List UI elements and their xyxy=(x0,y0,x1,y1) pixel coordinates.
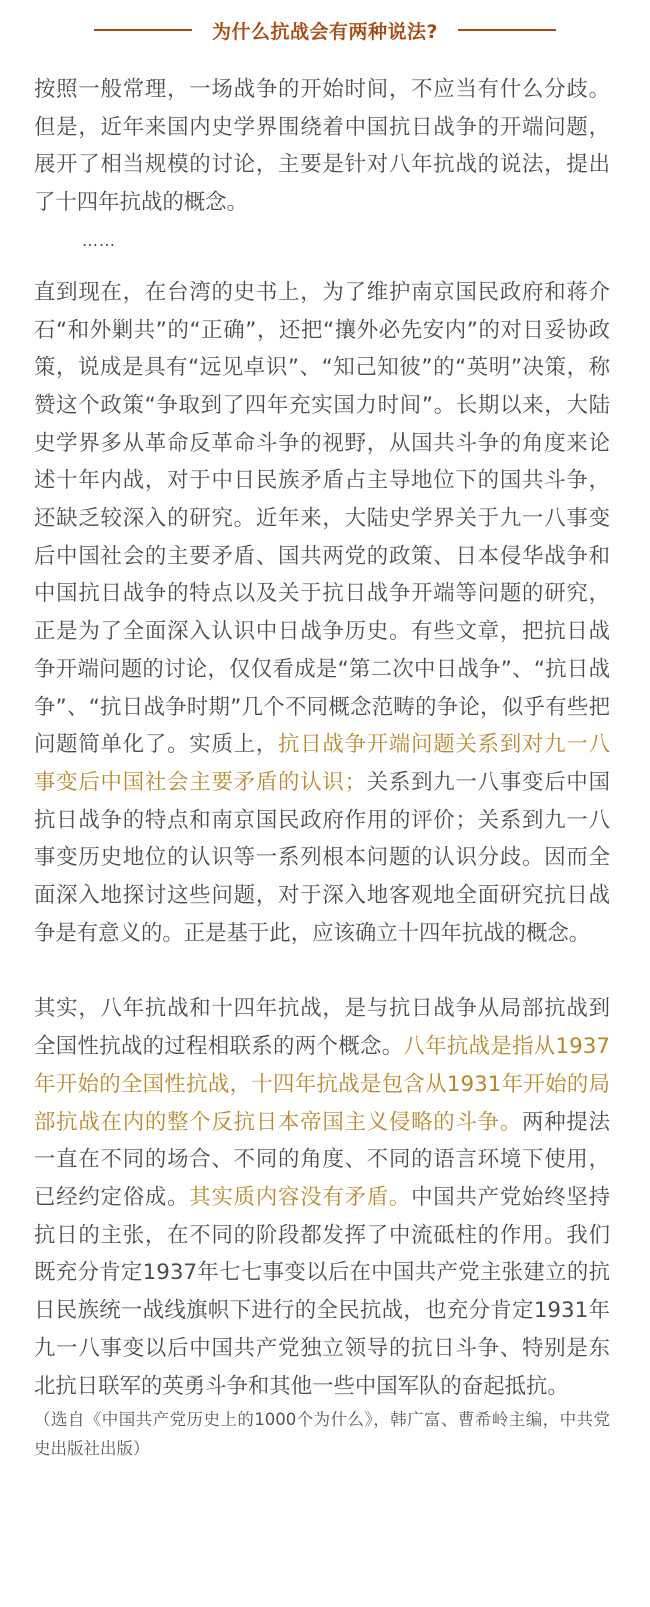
section-title-bar xyxy=(0,12,650,48)
ellipsis-separator: …… xyxy=(82,230,116,250)
paragraph-gap xyxy=(34,952,610,990)
paragraph-text: 中国共产党始终坚持抗日的主张，在不同的阶段都发挥了中流砥柱的作用。我们既充分肯定1937年七七事变以后在中国共产党主张建立的抗日民族统一战线旗帜下进行的全民抗战，也充分肯定1931年九一八事变以后中国共产党独立领导的抗日斗争、特别是东北抗日联军的英勇斗争和其他一些中国军队的奋起抵抗。 xyxy=(34,1184,610,1399)
paragraph-taiwan-mainland xyxy=(34,274,610,953)
highlighted-text: 其实质内容没有矛盾。 xyxy=(189,1184,412,1210)
paragraph-text: 两种提法一直在不同的场合、不同的角度、不同的语言环境下使用，已经约定俗成。 xyxy=(34,1109,610,1210)
section-title: 为什么抗战会有两种说法? xyxy=(211,20,439,43)
paragraph-text: 按照一般常理，一场战争的开始时间，不应当有什么分歧。但是，近年来国内史学界围绕着中国抗日战争的开端问题，展开了相当规模的讨论，主要是针对八年抗战的说法，提出了十四年抗战的概念。 xyxy=(34,77,610,216)
source-citation: （选自《中国共产党历史上的1000个为什么》，韩广富、曹希岭主编，中共党史出版社出版） xyxy=(34,1410,610,1459)
title-left-rule xyxy=(94,29,192,31)
paragraph-two-concepts xyxy=(34,990,610,1405)
highlighted-text: 八年抗战是指从1937年开始的全国性抗战，十四年抗战是包含从1931年开始的局部抗战在内的整个反抗日本帝国主义侵略的斗争。 xyxy=(34,1034,610,1135)
article-body xyxy=(34,71,610,1463)
paragraph-text: 关系到九一八事变后中国抗日战争的特点和南京国民政府作用的评价；关系到九一八事变历史地位的认识等一系列根本问题的认识分歧。因而全面深入地探讨这些问题，对于深入地客观地全面研究抗日战争是有意义的。正是基于此，应该确立十四年抗战的概念。 xyxy=(34,769,610,946)
paragraph-intro xyxy=(34,71,610,222)
highlighted-text: 抗日战争开端问题关系到对九一八事变后中国社会主要矛盾的认识； xyxy=(34,732,610,795)
paragraph-text: 其实，八年抗战和十四年抗战，是与抗日战争从局部抗战到全国性抗战的过程相联系的两个概念。 xyxy=(34,996,610,1060)
title-right-rule xyxy=(458,29,556,31)
paragraph-text: 直到现在，在台湾的史书上，为了维护南京国民政府和蒋介石“和外剿共”的“正确”，还把“攘外必先安内”的对日妥协政策，说成是具有“远见卓识”、“知己知彼”的“英明”决策，称赞这个政策“争取到了四年充实国力时间”。长期以来，大陆史学界多从革命反革命斗争的视野，从国共斗争的角度来论述十年内战，对于中日民族矛盾占主导地位下的国共斗争，还缺乏较深入的研究。近年来，大陆史学界关于九一八事变后中国社会的主要矛盾、国共两党的政策、日本侵华战争和中国抗日战争的特点以及关于抗日战争开端等问题的研究，正是为了全面深入认识中日战争历史。有些文章，把抗日战争开端问题的讨论，仅仅看成是“第二次中日战争”、“抗日战争”、“抗日战争时期”几个不同概念范畴的争论，似乎有些把问题简单化了。实质上， xyxy=(34,279,610,758)
